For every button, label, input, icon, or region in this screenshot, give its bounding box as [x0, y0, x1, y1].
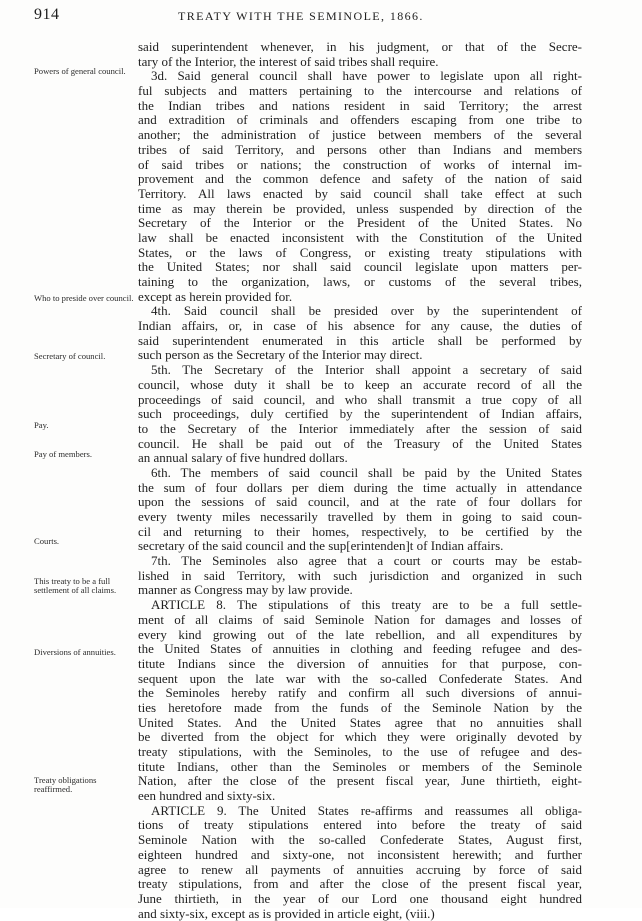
body-line: provement and the common defence and safety of the nation of said: [138, 172, 582, 187]
margin-note-settlement: This treaty to be a full settlement of all claims.: [34, 576, 117, 595]
body-line: the United States; nor shall said council legislate upon matters per-: [138, 260, 582, 275]
body-line: Seminole Nation with the so-called Confederate States, August first,: [138, 833, 582, 848]
body-line: said superintendent whenever, in his judgment, or that of the Secre-: [138, 40, 582, 54]
body-line: council, whose duty it shall be to keep an accurate record of all the: [138, 377, 582, 392]
body-line: secretary of the said council and the sup[erintenden]t of Indian affairs.: [138, 539, 504, 554]
margin-note-reaffirmed: Treaty obligations reaffirmed.: [34, 775, 97, 794]
body-line: een hundred and sixty-six.: [138, 789, 276, 804]
body-line: time as may therein be provided, unless suspended by direction of the: [138, 201, 582, 216]
body-line: taining to the organization, laws, or customs of the several tribes,: [138, 275, 582, 289]
treaty-body-text: [138, 40, 582, 921]
body-line: ful subjects and matters pertaining to the intercourse and relations of: [138, 84, 582, 99]
body-line: said superintendent enumerated in this article shall be performed by: [138, 333, 582, 348]
body-line: upon the sessions of said council, and at the rate of four dollars for: [138, 495, 582, 510]
body-line: June thirtieth, in the year of our Lord one thousand eight hundred: [138, 891, 582, 906]
body-line: treaty stipulations, from and after the close of the present fiscal year,: [138, 877, 582, 892]
body-line: Territory. All laws enacted by said council shall take effect at such: [138, 186, 582, 201]
body-line: an annual salary of five hundred dollars.: [138, 451, 348, 466]
body-line: council. He shall be paid out of the Treasury of the United States: [138, 436, 582, 451]
body-line: to the Secretary of the Interior immediately after the session of said: [138, 421, 582, 436]
body-line: ARTICLE 9. The United States re-affirms and reassumes all obliga-: [151, 803, 582, 818]
body-line: States, or the laws of Congress, or existing treaty stipulations with: [138, 245, 582, 260]
body-line: be diverted from the object for which they were originally devoted by: [138, 730, 582, 745]
body-line: cil and returning to their homes, respectively, to be certified by the: [138, 524, 582, 539]
body-line: lished in said Territory, with such jurisdiction and organized in such: [138, 568, 582, 583]
body-line: every kind growing out of the late rebellion, and all expenditures by: [138, 627, 582, 642]
body-line: proceedings of said council, and who shall transmit a true copy of all: [138, 392, 582, 407]
body-line: 6th. The members of said council shall be paid by the United States: [151, 465, 582, 480]
body-line: 3d. Said general council shall have power to legislate upon all right-: [151, 69, 582, 84]
body-line: the Seminoles hereby ratify and confirm all such diversions of annui-: [138, 686, 582, 701]
body-line: ties heretofore made from the funds of the Seminole Nation by the: [138, 700, 582, 715]
body-line: another; the administration of justice between members of the several: [138, 128, 582, 143]
body-line: eighteen hundred and sixty-one, not inconsistent herewith; and further: [138, 847, 582, 862]
margin-note-pay-of-members: Pay of members.: [34, 449, 92, 459]
body-line: tribes of said Territory, and persons other than Indians and members: [138, 142, 582, 157]
body-line: Secretary of the Interior or the President of the United States. No: [138, 216, 582, 231]
body-line: 4th. Said council shall be presided over by the superintendent of: [151, 304, 582, 319]
body-line: except as herein provided for.: [138, 289, 293, 304]
body-line: and extradition of criminals and offenders escaping from one tribe to: [138, 113, 582, 128]
body-line: United States. And the United States agree that no annuities shall: [138, 715, 582, 730]
body-line: sequent upon the late war with the so-called Confederate States. And: [138, 671, 582, 686]
body-line: ARTICLE 8. The stipulations of this treaty are to be a full settle-: [151, 598, 582, 613]
body-line: tary of the Interior, the interest of said tribes shall require.: [138, 54, 439, 69]
body-line: ment of all claims of said Seminole Nation for damages and losses of: [138, 612, 582, 627]
body-line: law shall be enacted inconsistent with the Constitution of the United: [138, 230, 582, 245]
body-line: manner as Congress may by law provide.: [138, 583, 353, 598]
body-line: the United States of annuities in clothing and feeding refugee and des-: [138, 642, 582, 657]
body-line: and sixty-six, except as is provided in article eight, (viii.): [138, 906, 435, 921]
margin-note-pay: Pay.: [34, 420, 49, 430]
body-line: the Indian tribes and nations resident in said Territory; the arrest: [138, 98, 582, 113]
margin-note-secretary: Secretary of council.: [34, 351, 106, 361]
body-line: of said tribes or nations; the construction of works of internal im-: [138, 157, 582, 172]
running-title: TREATY WITH THE SEMINOLE, 1866.: [178, 9, 424, 23]
body-line: Nation, after the close of the present fiscal year, June thirtieth, eight-: [138, 774, 582, 789]
margin-note-powers: Powers of general council.: [34, 66, 126, 76]
body-line: agree to renew all payments of annuities accruing by force of said: [138, 862, 582, 877]
body-line: titute Indians since the diversion of annuities for that purpose, con-: [138, 656, 582, 671]
body-line: treaty stipulations, with the Seminoles, to the use of refugee and des-: [138, 745, 582, 759]
body-line: such person as the Secretary of the Interior may direct.: [138, 348, 423, 363]
margin-note-diversions: Diversions of annuities.: [34, 647, 116, 657]
body-line: the sum of four dollars per diem during the time actually in attendance: [138, 480, 582, 495]
body-line: every twenty miles necessarily travelled by them in going to said coun-: [138, 510, 582, 524]
body-line: Indian affairs, or, in case of his absence for any cause, the duties of: [138, 319, 582, 334]
margin-note-courts: Courts.: [34, 536, 60, 546]
body-line: 5th. The Secretary of the Interior shall appoint a secretary of said: [151, 363, 582, 378]
body-line: tions of treaty stipulations entered into before the treaty of said: [138, 818, 582, 833]
page-number: 914: [34, 6, 60, 23]
body-line: such proceedings, duly certified by the superintendent of Indian affairs,: [138, 407, 582, 422]
margin-note-preside: Who to preside over council.: [34, 293, 134, 303]
body-line: 7th. The Seminoles also agree that a court or courts may be estab-: [151, 554, 582, 569]
body-line: titute Indians, other than the Seminoles or members of the Seminole: [138, 759, 582, 774]
